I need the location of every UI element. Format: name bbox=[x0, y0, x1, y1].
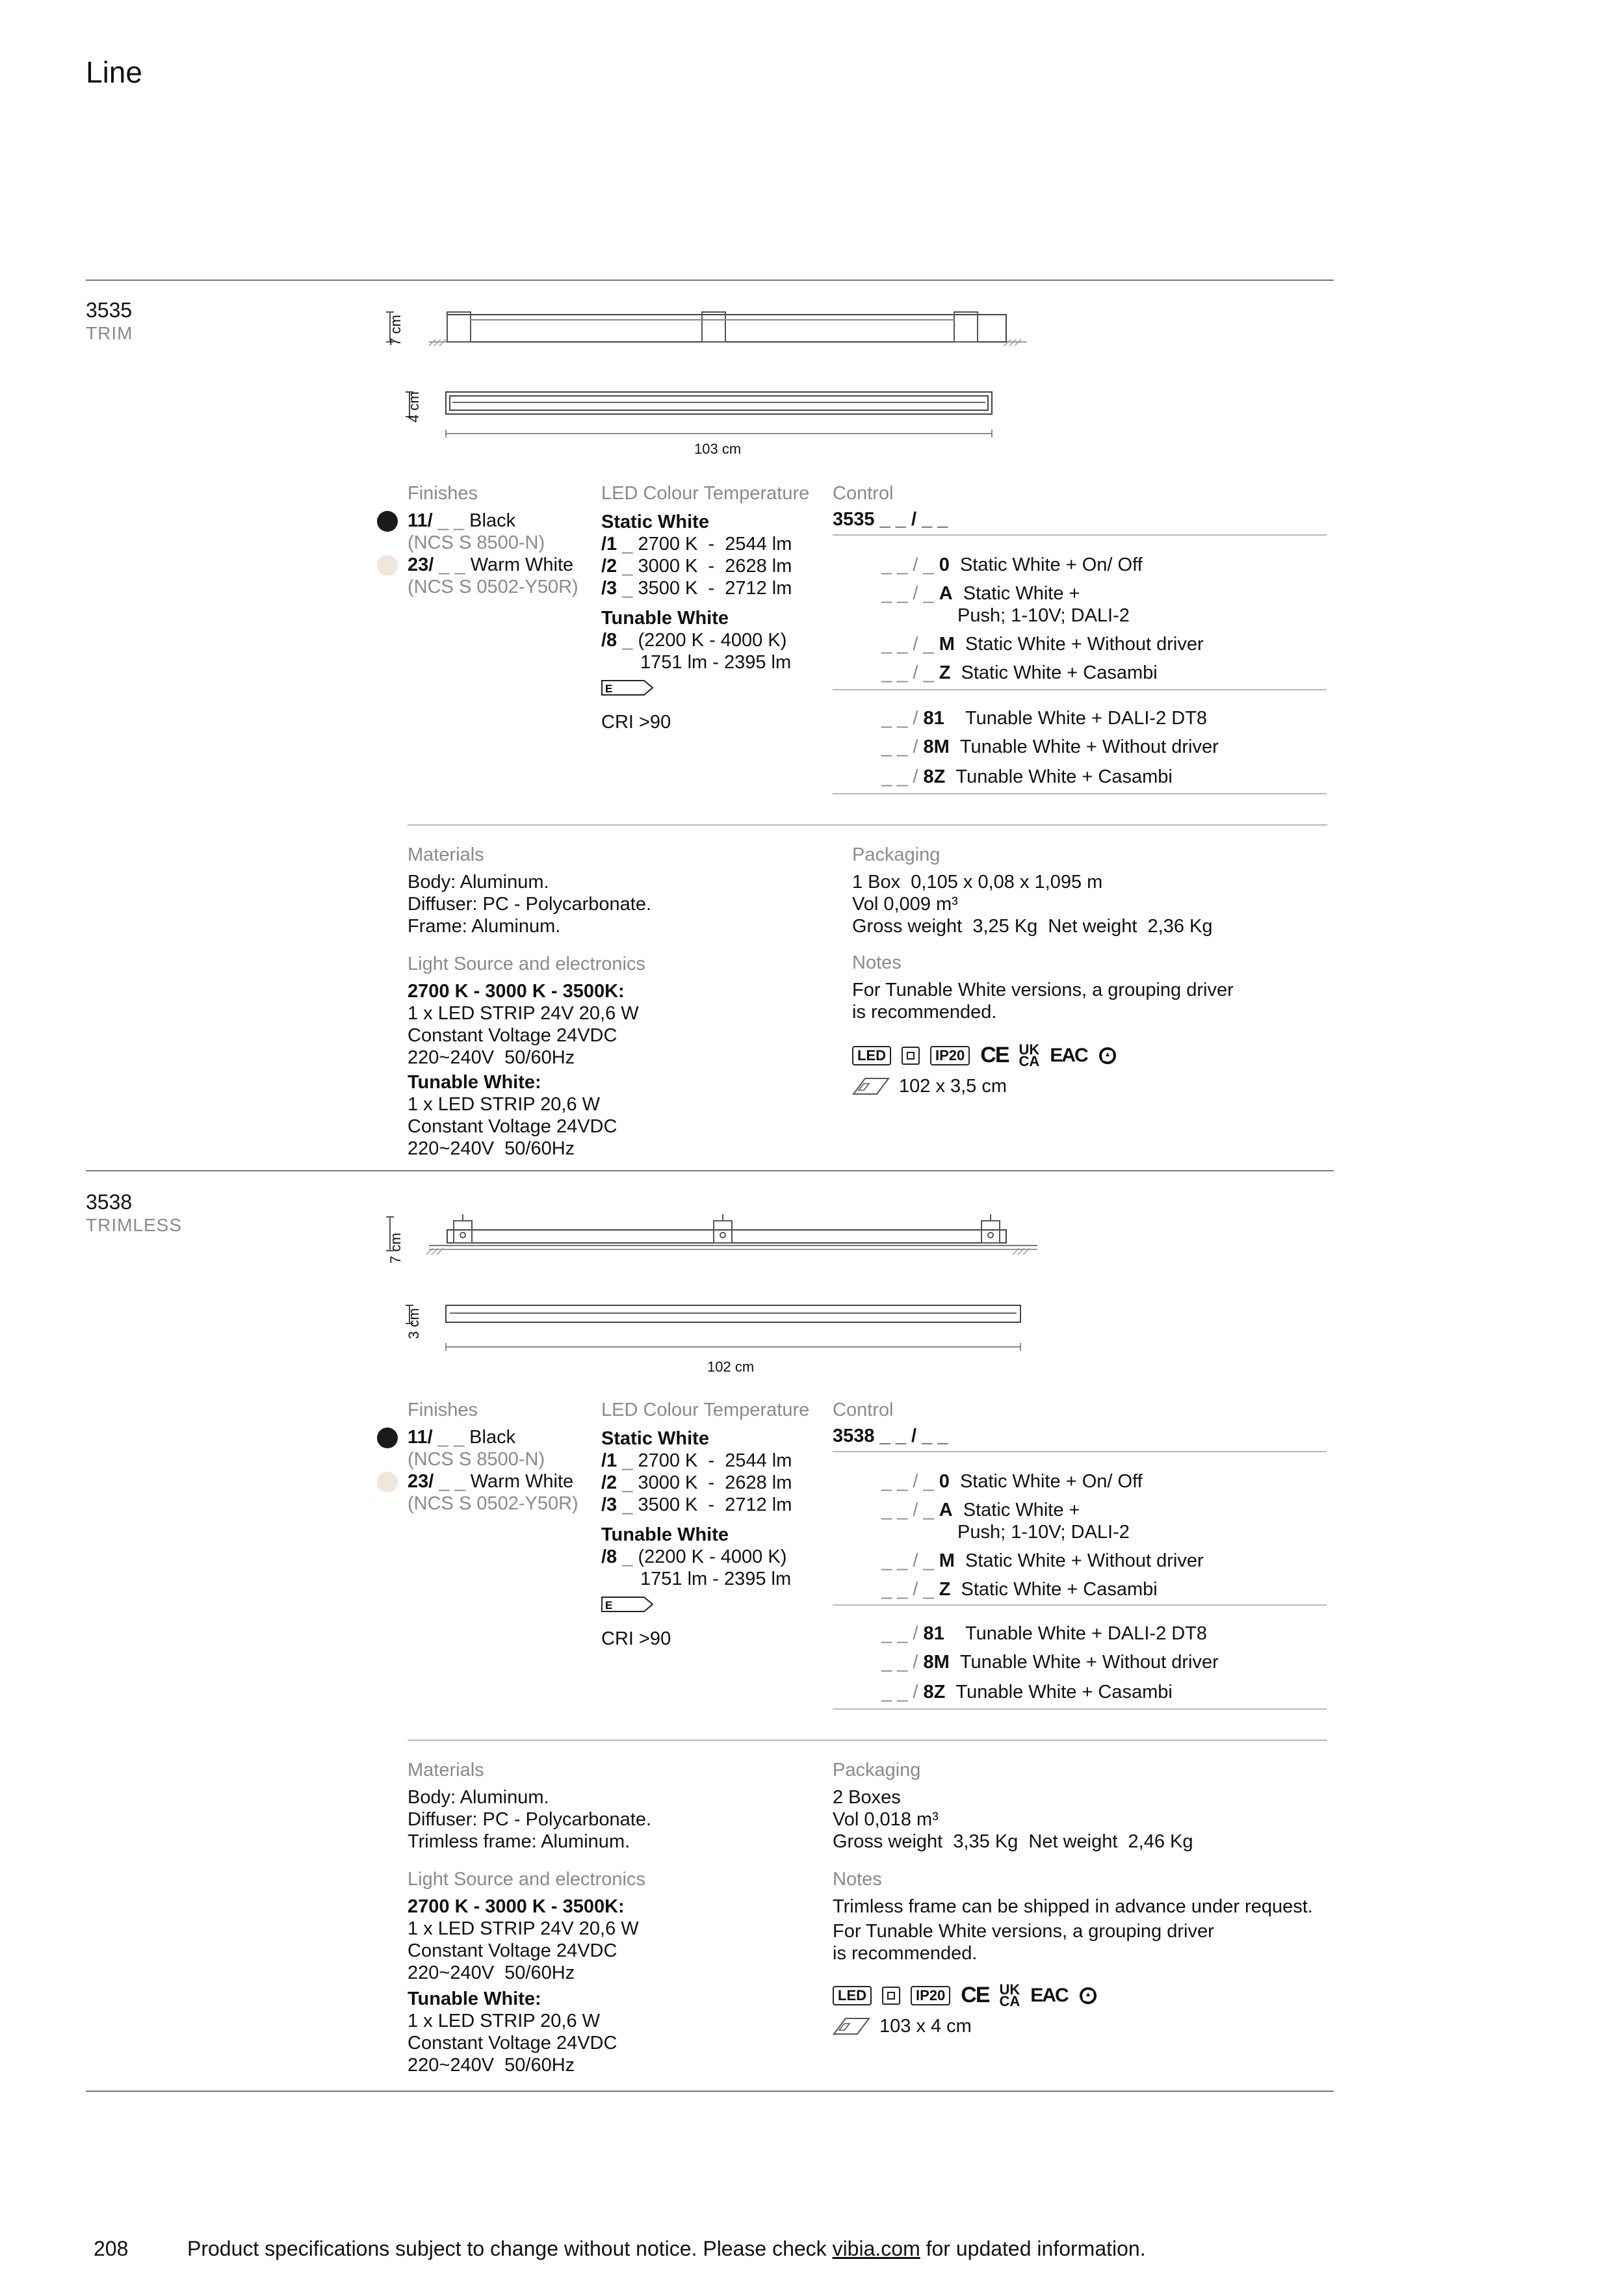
class-ii-icon bbox=[902, 1047, 920, 1065]
svg-text:E: E bbox=[605, 683, 613, 695]
cutout-dimension: 102 x 3,5 cm bbox=[899, 1076, 1007, 1097]
control-option: _ _ / _ M Static White + Without driver bbox=[881, 1550, 1204, 1571]
notes-line: is recommended. bbox=[833, 1943, 978, 1964]
light-line: Constant Voltage 24VDC bbox=[408, 1025, 617, 1046]
light-line: Constant Voltage 24VDC bbox=[408, 1116, 617, 1137]
tunable-white-label: Tunable White bbox=[601, 1524, 729, 1545]
energy-class-label bbox=[601, 1597, 653, 1612]
light-line: 1 x LED STRIP 24V 20,6 W bbox=[408, 1918, 639, 1939]
swatch-black bbox=[377, 511, 398, 532]
section-divider bbox=[408, 824, 1327, 826]
finish-black: 11/ _ _ Black bbox=[408, 510, 516, 531]
ce-mark-icon: CE bbox=[980, 1043, 1009, 1067]
tunable-row: /8 _ (2200 K - 4000 K) bbox=[601, 1546, 787, 1567]
finishes-label: Finishes bbox=[408, 483, 478, 504]
control-option: _ _ / 81 Tunable White + DALI-2 DT8 bbox=[881, 1623, 1208, 1644]
dimension-width: 3 cm bbox=[406, 1308, 422, 1339]
packaging-label: Packaging bbox=[833, 1760, 921, 1781]
control-divider bbox=[833, 1708, 1327, 1710]
product-type: TRIM bbox=[86, 323, 133, 343]
finish-black-ncs: (NCS S 8500-N) bbox=[408, 1449, 545, 1470]
eac-mark-icon: EAC bbox=[1050, 1044, 1087, 1066]
control-divider bbox=[833, 1451, 1327, 1452]
ce-mark-icon: CE bbox=[961, 1983, 989, 2007]
product-top-view-drawing bbox=[403, 387, 1001, 439]
tunable-lumen: 1751 lm - 2395 lm bbox=[640, 652, 792, 673]
material-line: Body: Aluminum. bbox=[408, 872, 549, 893]
energy-class-label bbox=[601, 680, 653, 696]
swatch-black bbox=[377, 1428, 398, 1448]
section-divider bbox=[86, 280, 1334, 281]
light-tunable-head: Tunable White: bbox=[408, 1072, 541, 1093]
product-side-view-drawing bbox=[383, 1209, 1040, 1261]
certification-icons bbox=[833, 1983, 1098, 2008]
static-white-label: Static White bbox=[601, 512, 709, 532]
light-line: 220~240V 50/60Hz bbox=[408, 1047, 575, 1068]
packaging-line: Gross weight 3,35 Kg Net weight 2,46 Kg bbox=[833, 1831, 1193, 1852]
material-line: Trimless frame: Aluminum. bbox=[408, 1831, 630, 1852]
certification-icons bbox=[852, 1043, 1117, 1068]
tunable-row: /8 _ (2200 K - 4000 K) bbox=[601, 630, 787, 651]
materials-label: Materials bbox=[408, 1760, 484, 1781]
control-divider bbox=[833, 534, 1327, 536]
light-static-head: 2700 K - 3000 K - 3500K: bbox=[408, 981, 625, 1002]
eac-mark-icon: EAC bbox=[1030, 1984, 1068, 2006]
material-line: Body: Aluminum. bbox=[408, 1787, 549, 1808]
control-option: _ _ / 8Z Tunable White + Casambi bbox=[881, 766, 1173, 787]
control-code: 3538 _ _ / _ _ bbox=[833, 1426, 948, 1446]
class-ii-icon bbox=[882, 1987, 900, 2005]
product-side-view-drawing bbox=[383, 306, 1027, 351]
ip-rating-badge-icon: IP20 bbox=[911, 1986, 950, 2005]
materials-label: Materials bbox=[408, 844, 484, 865]
tunable-lumen: 1751 lm - 2395 lm bbox=[640, 1569, 792, 1589]
svg-text:E: E bbox=[605, 1599, 613, 1611]
control-divider bbox=[833, 793, 1327, 794]
finish-warm-white: 23/ _ _ Warm White bbox=[408, 554, 574, 575]
static-row: /3 _ 3500 K - 2712 lm bbox=[601, 578, 792, 599]
light-line: 220~240V 50/60Hz bbox=[408, 1138, 575, 1159]
control-option: _ _ / _ 0 Static White + On/ Off bbox=[881, 554, 1143, 575]
control-option-cont: Push; 1-10V; DALI-2 bbox=[957, 605, 1130, 626]
notes-line: is recommended. bbox=[852, 1002, 997, 1023]
packaging-line: 2 Boxes bbox=[833, 1787, 901, 1808]
cutout-row bbox=[852, 1075, 1007, 1097]
dimension-length: 103 cm bbox=[694, 441, 742, 457]
light-line: 1 x LED STRIP 20,6 W bbox=[408, 1094, 601, 1115]
packaging-line: Vol 0,009 m³ bbox=[852, 894, 958, 915]
material-line: Diffuser: PC - Polycarbonate. bbox=[408, 1809, 652, 1830]
cutout-icon bbox=[852, 1077, 890, 1095]
finishes-label: Finishes bbox=[408, 1400, 478, 1420]
finish-warm-white-ncs: (NCS S 0502-Y50R) bbox=[408, 1493, 578, 1514]
notes-line: For Tunable White versions, a grouping driver bbox=[833, 1921, 1214, 1942]
static-row: /2 _ 3000 K - 2628 lm bbox=[601, 1472, 792, 1493]
packaging-label: Packaging bbox=[852, 844, 941, 865]
section-divider bbox=[86, 1170, 1334, 1171]
static-white-label: Static White bbox=[601, 1428, 709, 1449]
static-row: /1 _ 2700 K - 2544 lm bbox=[601, 534, 792, 554]
led-colour-label: LED Colour Temperature bbox=[601, 483, 810, 504]
led-badge-icon: LED bbox=[833, 1986, 872, 2005]
light-source-label: Light Source and electronics bbox=[408, 1869, 645, 1890]
vibia-link[interactable]: vibia.com bbox=[832, 2237, 920, 2260]
control-option: _ _ / _ A Static White + bbox=[881, 1500, 1080, 1520]
control-option-cont: Push; 1-10V; DALI-2 bbox=[957, 1522, 1130, 1543]
light-line: Constant Voltage 24VDC bbox=[408, 1940, 617, 1961]
notes-label: Notes bbox=[852, 952, 902, 973]
ukca-mark-icon: UK CA bbox=[999, 1981, 1020, 2009]
dimension-length: 102 cm bbox=[707, 1359, 755, 1375]
light-line: 220~240V 50/60Hz bbox=[408, 1963, 575, 1983]
control-option: _ _ / _ 0 Static White + On/ Off bbox=[881, 1471, 1143, 1492]
cri-value: CRI >90 bbox=[601, 712, 671, 733]
control-option: _ _ / 81 Tunable White + DALI-2 DT8 bbox=[881, 708, 1208, 729]
product-type: TRIMLESS bbox=[86, 1215, 183, 1235]
notes-label: Notes bbox=[833, 1869, 882, 1890]
led-colour-label: LED Colour Temperature bbox=[601, 1400, 810, 1420]
product-code: 3538 bbox=[86, 1190, 133, 1214]
recycle-mark-icon bbox=[1098, 1046, 1117, 1065]
light-line: 1 x LED STRIP 20,6 W bbox=[408, 2011, 601, 2031]
static-row: /1 _ 2700 K - 2544 lm bbox=[601, 1450, 792, 1471]
page-number: 208 bbox=[94, 2237, 129, 2260]
notes-line: Trimless frame can be shipped in advance under request. bbox=[833, 1896, 1313, 1917]
control-option: _ _ / 8Z Tunable White + Casambi bbox=[881, 1682, 1173, 1702]
light-static-head: 2700 K - 3000 K - 3500K: bbox=[408, 1896, 625, 1917]
product-code: 3535 bbox=[86, 298, 133, 322]
cri-value: CRI >90 bbox=[601, 1628, 671, 1649]
notes-line: For Tunable White versions, a grouping driver bbox=[852, 980, 1234, 1000]
led-badge-icon: LED bbox=[852, 1046, 891, 1065]
finish-black-ncs: (NCS S 8500-N) bbox=[408, 532, 545, 553]
ukca-mark-icon: UK CA bbox=[1019, 1041, 1040, 1069]
finish-warm-white: 23/ _ _ Warm White bbox=[408, 1471, 574, 1492]
swatch-warm-white bbox=[377, 1472, 398, 1493]
light-line: Constant Voltage 24VDC bbox=[408, 2033, 617, 2054]
control-option: _ _ / _ M Static White + Without driver bbox=[881, 634, 1204, 655]
light-line: 1 x LED STRIP 24V 20,6 W bbox=[408, 1003, 639, 1024]
footer-disclaimer: Product specifications subject to change without notice. Please check vibia.com for updated information. bbox=[187, 2237, 1146, 2260]
product-top-view-drawing bbox=[403, 1300, 1027, 1352]
page-title: Line bbox=[86, 55, 142, 89]
light-tunable-head: Tunable White: bbox=[408, 1989, 541, 2009]
packaging-line: Gross weight 3,25 Kg Net weight 2,36 Kg bbox=[852, 916, 1213, 937]
cutout-icon bbox=[833, 2017, 870, 2035]
finish-black: 11/ _ _ Black bbox=[408, 1427, 516, 1448]
tunable-white-label: Tunable White bbox=[601, 608, 729, 629]
dimension-height: 7 cm bbox=[387, 315, 404, 346]
control-code: 3535 _ _ / _ _ bbox=[833, 509, 948, 530]
control-divider bbox=[833, 689, 1327, 690]
section-divider bbox=[408, 1740, 1327, 1741]
swatch-warm-white bbox=[377, 555, 398, 576]
control-divider bbox=[833, 1604, 1327, 1606]
control-option: _ _ / 8M Tunable White + Without driver bbox=[881, 1652, 1219, 1673]
dimension-width: 4 cm bbox=[406, 391, 422, 423]
control-option: _ _ / _ A Static White + bbox=[881, 583, 1080, 604]
control-option: _ _ / _ Z Static White + Casambi bbox=[881, 662, 1158, 683]
recycle-mark-icon bbox=[1078, 1986, 1098, 2005]
cutout-row bbox=[833, 2015, 972, 2037]
light-source-label: Light Source and electronics bbox=[408, 954, 645, 974]
ip-rating-badge-icon: IP20 bbox=[930, 1046, 970, 1065]
static-row: /2 _ 3000 K - 2628 lm bbox=[601, 556, 792, 577]
material-line: Frame: Aluminum. bbox=[408, 916, 561, 937]
section-divider bbox=[86, 2091, 1334, 2092]
finish-warm-white-ncs: (NCS S 0502-Y50R) bbox=[408, 577, 578, 597]
light-line: 220~240V 50/60Hz bbox=[408, 2055, 575, 2076]
control-label: Control bbox=[833, 1400, 894, 1420]
dimension-height: 7 cm bbox=[387, 1233, 404, 1264]
cutout-dimension: 103 x 4 cm bbox=[879, 2016, 972, 2037]
packaging-line: Vol 0,018 m³ bbox=[833, 1809, 939, 1830]
material-line: Diffuser: PC - Polycarbonate. bbox=[408, 894, 652, 915]
control-label: Control bbox=[833, 483, 894, 504]
control-option: _ _ / 8M Tunable White + Without driver bbox=[881, 737, 1219, 757]
packaging-line: 1 Box 0,105 x 0,08 x 1,095 m bbox=[852, 872, 1103, 893]
control-option: _ _ / _ Z Static White + Casambi bbox=[881, 1579, 1158, 1600]
static-row: /3 _ 3500 K - 2712 lm bbox=[601, 1494, 792, 1515]
